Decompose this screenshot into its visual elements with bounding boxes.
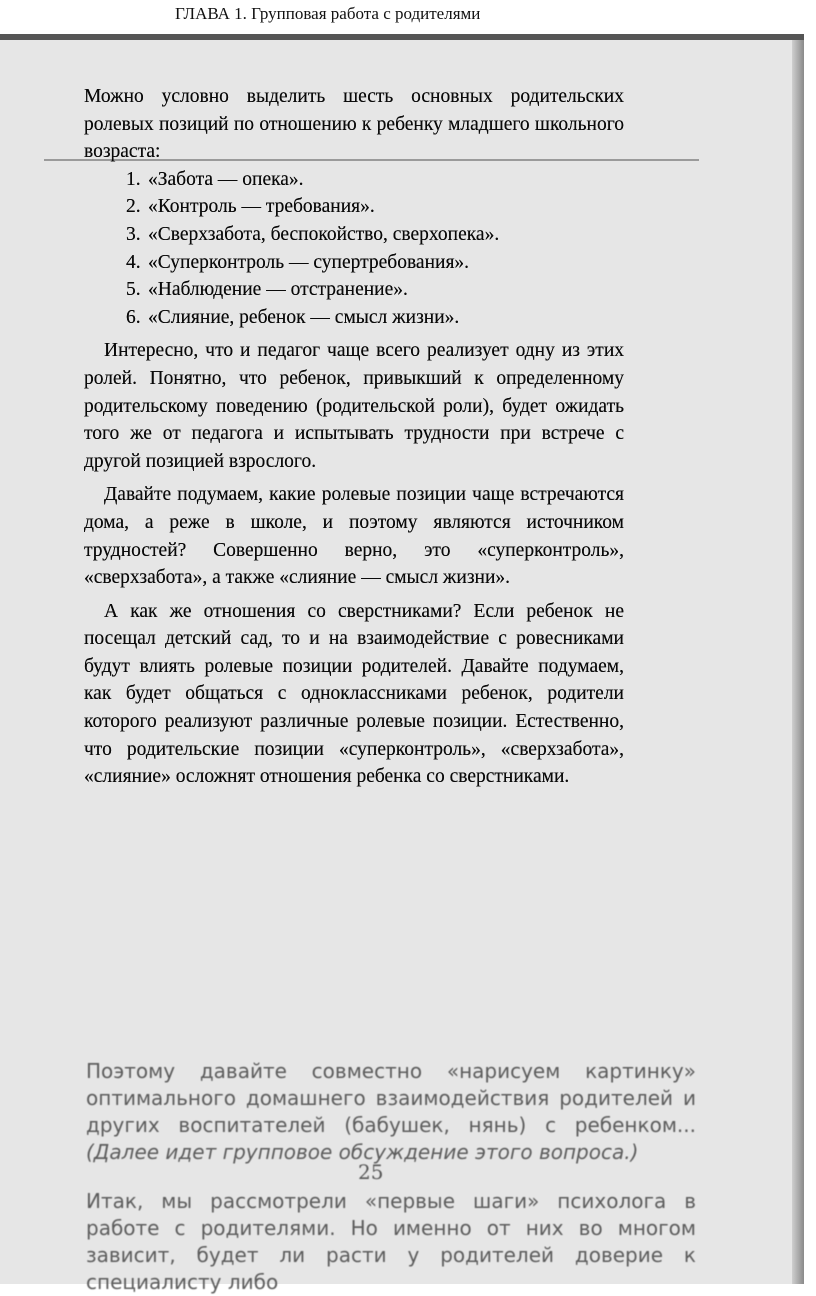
- scan-italic-note: (Далее идет групповое обсуждение этого вопроса.): [86, 1140, 639, 1164]
- paragraph-teacher-roles: Интересно, что и педагог чаще всего реализует одну из этих ролей. Понятно, что ребенок, привыкший к определенному родительскому поведению (родительской роли), будет ожидать того же от педагога и испытывать трудности при встрече с другой позицией взрослого.: [84, 340, 624, 472]
- list-item-number: 1.: [126, 168, 141, 190]
- paragraph-difficulties: Давайте подумаем, какие ролевые позиции чаще встречаются дома, а реже в школе, и поэтому являются источником трудностей? Совершенно верно, это «суперконтроль», «сверхзабота», а также «слияние — смысл жизни».: [84, 484, 624, 589]
- list-item-text: «Сверхзабота, беспокойство, сверхопека».: [148, 223, 500, 245]
- list-item: [126, 276, 624, 304]
- list-item: [126, 249, 624, 277]
- page-edge-shadow: [792, 40, 804, 1284]
- scan-tail-sentence: Поэтому давайте совместно «нарисуем картинку» оптимального домашнего взаимодействия родителей и других воспитателей (бабушек, нянь) с ребенком...: [86, 1059, 696, 1137]
- parental-positions-list: [84, 166, 624, 332]
- page-header: [0, 0, 816, 34]
- list-item-number: 6.: [126, 306, 141, 328]
- list-item-number: 2.: [126, 196, 141, 218]
- scan-tail-text: [86, 1058, 696, 1166]
- page-number: 25: [358, 1160, 384, 1184]
- list-item: [126, 166, 624, 194]
- list-item-number: 4.: [126, 251, 141, 273]
- list-item-text: «Слияние, ребенок — смысл жизни».: [148, 306, 460, 328]
- list-item: [126, 221, 624, 249]
- list-item-text: «Забота — опека».: [148, 168, 304, 190]
- list-item: [126, 193, 624, 221]
- list-item-text: «Наблюдение — отстранение».: [148, 279, 408, 301]
- paragraph-peers: А как же отношения со сверстниками? Если ребенок не посещал детский сад, то и на взаимодействие с ровесниками будут влиять ролевые позиции родителей. Давайте подумаем, как будет общаться с одноклассниками ребенок, родители которого реализуют различные ролевые позиции. Естественно, что родительские позиции «суперконтроль», «сверхзабота», «слияние» осложнят отношения ребенка со сверстниками.: [84, 600, 624, 788]
- scan-visible-paragraphs: [86, 1058, 696, 1296]
- chapter-title: ГЛАВА 1. Групповая работа с родителями: [175, 4, 481, 23]
- list-item-number: 5.: [126, 279, 141, 301]
- intro-paragraph: Можно условно выделить шесть основных родительских ролевых позиций по отношению к ребенку младшего школьного возраста:: [84, 86, 624, 163]
- list-item-text: «Суперконтроль — супертребования».: [148, 251, 470, 273]
- overlay-text-block: [84, 83, 624, 791]
- list-item-number: 3.: [126, 223, 141, 245]
- list-item-text: «Контроль — требования».: [148, 196, 375, 218]
- list-item: [126, 304, 624, 332]
- scan-closing-paragraph: Итак, мы рассмотрели «первые шаги» психолога в работе с родителями. Но именно от них во многом зависит, будет ли расти у родителей доверие к специалисту либо: [86, 1189, 696, 1294]
